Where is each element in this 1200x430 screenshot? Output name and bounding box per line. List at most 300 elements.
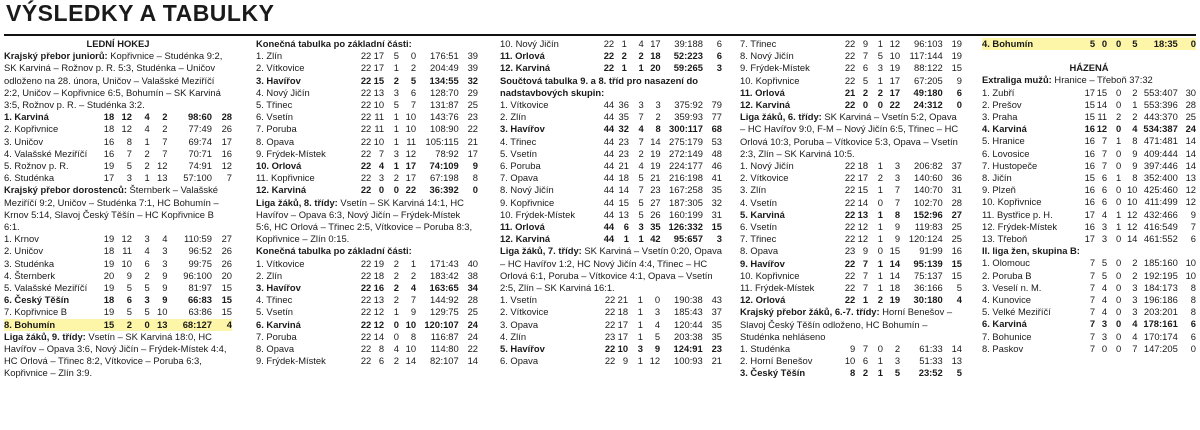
stat-cell: 3 (378, 172, 385, 184)
stat-cell: 5 (1121, 38, 1137, 50)
stat-cell: 22 (844, 221, 856, 233)
stat-cell: 110:59 (183, 233, 212, 245)
stat-cell: 12 (373, 306, 385, 318)
standings-table (982, 257, 1196, 355)
stat-cell: 0 (410, 50, 417, 62)
stat-cell: 14 (650, 135, 661, 147)
stat-cell: 5 (126, 282, 132, 294)
stat-cell: 22 (603, 62, 615, 74)
stat-cell: 117:144 (909, 50, 943, 62)
team-name: 1. Zubří (982, 86, 1015, 98)
stat-cell: 224:177 (669, 160, 703, 172)
team-name: 10. Nový Jičín (500, 38, 559, 49)
team-name: 7. Třinec (740, 38, 777, 49)
stat-cell: 471:481 (1143, 135, 1178, 147)
team-name: 2. Prešov (982, 98, 1022, 110)
stat-cell: 1 (638, 62, 644, 74)
stat-cell: 216:198 (669, 172, 703, 184)
stat-cell: 14 (373, 330, 385, 342)
stat-cell: 1 (877, 355, 883, 367)
table-row (256, 331, 478, 343)
stat-cell: 8 (1132, 135, 1138, 147)
team-name: 1. Olomouc (982, 257, 1030, 269)
stat-cell: 553:407 (1143, 86, 1178, 98)
team-name: 6. Studénka (4, 172, 55, 184)
stat-cell: 0 (393, 318, 399, 330)
stat-cell: 16 (1084, 123, 1096, 135)
stat-cell: 2 (410, 62, 417, 74)
stat-cell: 1 (623, 233, 629, 245)
stat-cell: 19 (889, 294, 901, 306)
team-name: 1. Karviná (4, 111, 49, 123)
competition-name: Součtová tabulka 9. a 8. tříd pro nasazení do nadstavbových skupin: (500, 74, 698, 98)
stat-cell: 22 (360, 160, 372, 172)
stat-cell: 15 (951, 257, 962, 269)
table-row (740, 99, 962, 111)
stat-cell: 0 (654, 294, 661, 306)
table-row (4, 294, 232, 306)
stat-cell: 24 (467, 330, 478, 342)
stat-cell: 144:92 (430, 294, 459, 306)
stat-cell: 6 (716, 38, 722, 49)
stat-cell: 0 (393, 184, 399, 196)
table-row (740, 209, 962, 221)
stat-cell: 2 (393, 294, 399, 306)
stat-cell: 19 (951, 38, 962, 49)
team-name: 11. Kopřivnice (256, 172, 315, 184)
stat-cell: 3 (1101, 220, 1108, 232)
team-name: 4. Bohumín (982, 38, 1079, 50)
stat-cell: 17 (221, 135, 232, 147)
table-row (740, 367, 962, 379)
table-row (500, 136, 722, 148)
stat-cell: 22 (844, 172, 856, 184)
column-1 (4, 38, 232, 380)
stat-cell: 134:55 (429, 74, 459, 86)
stat-cell: 96:103 (914, 38, 943, 49)
stat-cell: 1 (877, 38, 883, 49)
stat-cell: 22 (844, 38, 856, 49)
stat-cell: 272:149 (669, 147, 703, 159)
competition-name: Krajský přebor žáků, 6.-7. třídy: (740, 306, 880, 318)
stat-cell: 21 (617, 294, 629, 306)
stat-cell: 22 (604, 306, 616, 318)
team-name: 6. Český Těšín (4, 294, 70, 306)
stat-cell: 300:117 (669, 123, 703, 135)
stat-cell: 375:92 (674, 99, 703, 111)
stat-cell: 13 (373, 86, 385, 98)
table-row (740, 184, 962, 196)
table-row (500, 209, 722, 221)
table-row (740, 355, 962, 367)
stat-cell: 0 (877, 99, 883, 111)
section-heading: LEDNÍ HOKEJ (86, 38, 150, 49)
stat-cell: 17 (617, 330, 629, 342)
stat-cell: 9 (894, 221, 901, 233)
stat-cell: 39:188 (674, 38, 703, 49)
stat-cell: 4 (1101, 281, 1108, 293)
stat-cell: 75:137 (914, 269, 943, 281)
stat-cell: 35 (711, 184, 722, 196)
stat-cell: 2 (1132, 257, 1138, 269)
stat-cell: 26 (221, 257, 232, 269)
stat-cell: 32 (618, 123, 629, 135)
stat-cell: 1 (877, 282, 883, 294)
stat-cell: 17 (857, 172, 869, 184)
team-name: 4. Třinec (256, 294, 293, 306)
stat-cell: 39 (467, 62, 478, 74)
table-row (740, 160, 962, 172)
team-name: 6. Karviná (982, 318, 1027, 330)
stat-cell: 3 (638, 99, 644, 111)
stat-cell: 22 (360, 343, 372, 355)
stat-cell: 7 (1089, 342, 1096, 354)
stat-cell: 23:52 (918, 367, 943, 379)
stat-cell: 32 (467, 74, 478, 86)
stat-cell: 63:86 (188, 306, 212, 318)
stat-cell: 28 (221, 111, 232, 123)
stat-cell: 1 (621, 62, 627, 74)
table-row (4, 136, 232, 148)
stat-cell: 17 (1084, 208, 1096, 220)
stat-cell: 5 (862, 74, 869, 86)
table-row (740, 172, 962, 184)
stat-cell: 7 (894, 184, 901, 196)
stat-cell: 22 (360, 269, 372, 281)
match-results: Vsetín – SK Karviná 18:0, HC Havířov – Opava 3:6, Nový Jičín – Frýdek-Místek 4:4, HC Orlová – Třinec 8:2, Vítkovice – Poruba 6:3, Kopřivnice – Zlín 3:9. (4, 330, 227, 379)
stat-cell: 4 (393, 343, 399, 355)
table-row (4, 172, 232, 184)
stat-cell: 13 (618, 208, 629, 220)
stat-cell: 10 (405, 318, 417, 330)
table-row (982, 233, 1196, 245)
stat-cell: 30 (1185, 86, 1196, 98)
team-name: 6. Lovosice (982, 147, 1030, 159)
stat-cell: 21 (467, 135, 478, 147)
stat-cell: 4 (1101, 294, 1108, 306)
stat-cell: 52:223 (673, 50, 703, 62)
stat-cell: 13 (157, 172, 168, 184)
team-name: 6. Opava (500, 355, 539, 367)
stat-cell: 14 (618, 184, 629, 196)
stat-cell: 119:83 (914, 221, 943, 233)
stat-cell: 0 (1116, 342, 1122, 354)
stat-cell: 1 (637, 330, 643, 342)
stat-cell: 5 (638, 196, 644, 208)
stat-cell: 7 (1089, 318, 1096, 330)
stat-cell: 78:92 (435, 147, 459, 159)
stat-cell: 44 (603, 147, 615, 159)
team-name: 8. Bohumín (4, 319, 96, 331)
team-name: 11. Orlová (740, 86, 785, 98)
stat-cell: 352:400 (1143, 172, 1178, 184)
stat-cell: 22 (844, 269, 856, 281)
stat-cell: 4 (1101, 306, 1108, 318)
stat-cell: 1 (393, 160, 399, 172)
team-name: 9. Frýdek-Místek (740, 62, 810, 74)
stat-cell: 22 (360, 172, 372, 184)
stat-cell: 4 (410, 282, 417, 294)
stat-cell: 2 (393, 257, 399, 269)
table-row (982, 172, 1196, 184)
stat-cell: 152:96 (913, 208, 943, 220)
table-row (500, 38, 722, 50)
team-name: 8. Opava (256, 135, 295, 147)
team-name: 3. Havířov (500, 123, 545, 135)
team-name: 5. Velké Meziříčí (982, 306, 1051, 318)
table-row (740, 245, 962, 257)
stat-cell: 4 (1101, 208, 1108, 220)
team-name: 7. Poruba (256, 330, 297, 342)
stat-cell: 19 (103, 233, 115, 245)
stat-cell: 32 (711, 196, 722, 208)
stat-cell: 4 (638, 160, 644, 172)
table-row (982, 38, 1196, 50)
stat-cell: 0 (1107, 38, 1121, 50)
stat-cell: 22 (360, 355, 372, 367)
stat-cell: 1 (1116, 135, 1122, 147)
team-name: 9. Frýdek-Místek (256, 147, 326, 159)
stat-cell: 7 (862, 50, 869, 62)
team-name: 11. Bystřice p. H. (982, 208, 1053, 220)
team-name: 3. Opava (500, 318, 539, 330)
stat-cell: 275:179 (669, 135, 703, 147)
stat-cell: 23 (618, 147, 629, 159)
table-row (4, 319, 232, 331)
standings-table (256, 50, 478, 196)
stat-cell: 12 (1096, 123, 1108, 135)
stat-cell: 12 (121, 111, 132, 123)
team-name: 3. Uničov (4, 135, 44, 147)
stat-cell: 4 (144, 111, 150, 123)
stat-cell: 9 (472, 160, 478, 172)
stat-cell: 0 (1095, 38, 1107, 50)
table-row (740, 62, 962, 74)
stat-cell: 6 (623, 221, 629, 233)
table-row (256, 75, 478, 87)
stat-cell: 203:201 (1143, 306, 1178, 318)
stat-cell: 184:173 (1143, 281, 1178, 293)
stat-cell: 11 (374, 111, 385, 123)
stat-cell: 17 (103, 172, 115, 184)
standings-table (982, 87, 1196, 246)
stat-cell: 99:75 (188, 257, 212, 269)
team-name: 5. Vsetín (500, 147, 538, 159)
stat-cell: 12 (405, 147, 417, 159)
table-row (256, 306, 478, 318)
results-paragraph (256, 197, 478, 246)
stat-cell: 9 (622, 355, 629, 367)
stat-cell: 15 (221, 282, 232, 294)
stat-cell: 18 (650, 50, 661, 62)
stat-cell: 22 (844, 233, 856, 245)
stat-cell: 44 (603, 160, 615, 172)
stat-cell: 77 (711, 111, 722, 123)
team-name: 11. Orlová (500, 221, 545, 233)
stat-cell: 23 (650, 184, 661, 196)
stat-cell: 22 (844, 282, 856, 294)
stat-cell: 19 (103, 160, 115, 172)
team-name: 13. Třeboň (982, 233, 1028, 245)
stat-cell: 6 (144, 257, 150, 269)
team-name: 5. Hranice (982, 135, 1025, 147)
stat-cell: 0 (1116, 147, 1122, 159)
stat-cell: 12 (1126, 208, 1138, 220)
stat-cell: 7 (862, 343, 869, 355)
stat-cell: 44 (603, 99, 615, 111)
table-row (4, 148, 232, 160)
stat-cell: 1 (393, 135, 399, 147)
team-name: 1. Nový Jičín (740, 160, 794, 172)
stat-cell: 36 (618, 99, 629, 111)
team-name: 4. Šternberk (4, 269, 56, 281)
team-name: 2. Kopřivnice (4, 123, 59, 135)
standings-table (740, 160, 962, 306)
table-row (982, 282, 1196, 294)
match-results: Hranice – Třeboň 37:32 (1051, 74, 1153, 86)
stat-cell: 116:87 (430, 330, 459, 342)
stat-cell: 2 (638, 50, 644, 62)
stat-cell: 6 (862, 355, 869, 367)
stat-cell: 2 (1132, 86, 1138, 98)
stat-cell: 28 (1185, 98, 1196, 110)
stat-cell: 425:460 (1143, 184, 1178, 196)
stat-cell: 95:139 (913, 257, 943, 269)
stat-cell: 16 (1084, 147, 1096, 159)
stat-cell: 4 (1132, 330, 1138, 342)
stat-cell: 7 (638, 111, 644, 123)
stat-cell: 160:199 (669, 208, 703, 220)
stat-cell: 0 (132, 319, 150, 331)
team-name: 9. Frýdek-Místek (256, 355, 326, 367)
table-row (982, 160, 1196, 172)
stat-cell: 8 (410, 330, 417, 342)
stat-cell: 18 (617, 306, 629, 318)
stat-cell: 22 (360, 123, 372, 135)
stat-cell: 15 (711, 221, 722, 233)
stat-cell: 10 (405, 123, 417, 135)
stat-cell: 95:657 (673, 233, 703, 245)
stat-cell: 10 (889, 50, 901, 62)
stat-cell: 1 (877, 221, 883, 233)
stat-cell: 1 (877, 184, 883, 196)
table-row (256, 270, 478, 282)
standings-table (500, 38, 722, 75)
stat-cell: 43 (711, 294, 722, 306)
table-row (740, 270, 962, 282)
section-heading: HÁZENÁ (1069, 62, 1109, 74)
stat-cell: 397:446 (1143, 159, 1178, 171)
stat-cell: 187:305 (669, 196, 703, 208)
stat-cell: 359:93 (674, 111, 703, 123)
stat-cell: 24 (467, 318, 478, 330)
stat-cell: 9 (162, 294, 168, 306)
stat-cell: 19 (103, 306, 115, 318)
stat-cell: 1 (637, 318, 643, 330)
table-row (740, 294, 962, 306)
stat-cell: 18:35 (1137, 38, 1177, 50)
team-name: 5. Havířov (500, 343, 545, 355)
stat-cell: 14 (1126, 233, 1138, 245)
table-row (256, 111, 478, 123)
stat-cell: 7 (1089, 269, 1096, 281)
team-name: 1. Krnov (4, 233, 39, 245)
stat-cell: 27 (650, 196, 661, 208)
stat-cell: 44 (603, 123, 615, 135)
stat-cell: 6 (378, 355, 385, 367)
stat-cell: 4 (956, 294, 962, 306)
table-row (4, 123, 232, 135)
stat-cell: 21 (618, 160, 629, 172)
stat-cell: 9 (126, 269, 132, 281)
stat-cell: 15 (96, 319, 114, 331)
team-name: 2. Vítkovice (256, 62, 305, 74)
stat-cell: 7 (862, 257, 869, 269)
stat-cell: 91:99 (919, 245, 943, 257)
stat-cell: 15 (1084, 98, 1096, 110)
team-name: 8. Paskov (982, 342, 1024, 354)
table-row (982, 221, 1196, 233)
stat-cell: 35 (618, 111, 629, 123)
results-paragraph (982, 245, 1196, 257)
stat-cell: 17 (467, 147, 478, 159)
stat-cell: 42 (650, 233, 661, 245)
stat-cell: 16 (1084, 184, 1096, 196)
results-paragraph (4, 50, 232, 111)
stat-cell: 1 (877, 74, 883, 86)
stat-cell: 1 (877, 367, 883, 379)
stat-cell: 2 (410, 269, 417, 281)
table-row (740, 197, 962, 209)
stat-cell: 6 (1101, 184, 1108, 196)
stat-cell: 2 (393, 172, 399, 184)
stat-cell: 105:115 (425, 135, 459, 147)
table-row (256, 148, 478, 160)
stat-cell: 1 (144, 172, 150, 184)
stat-cell: 2 (393, 269, 399, 281)
team-name: 7. Poruba (256, 123, 297, 135)
stat-cell: 9 (410, 306, 417, 318)
stat-cell: 7 (1089, 257, 1096, 269)
stat-cell: 4 (1132, 123, 1138, 135)
stat-cell: 6 (1190, 330, 1196, 342)
stat-cell: 15 (221, 306, 232, 318)
page-title: VÝSLEDKY A TABULKY (6, 0, 275, 26)
stat-cell: 20 (103, 269, 115, 281)
stat-cell: 192:195 (1143, 269, 1178, 281)
stat-cell: 0 (1190, 342, 1196, 354)
stat-cell: 3 (716, 233, 722, 245)
table-row (982, 123, 1196, 135)
team-name: 1. Vítkovice (256, 257, 305, 269)
team-name: 5. Vsetín (256, 306, 294, 318)
stat-cell: 4 (638, 123, 644, 135)
stat-cell: 69:74 (188, 135, 212, 147)
stat-cell: 1 (144, 135, 150, 147)
team-name: 3. Havířov (256, 282, 301, 294)
stat-cell: 19 (103, 257, 115, 269)
team-name: 4. Nový Jičín (256, 86, 310, 98)
stat-cell: 8 (894, 208, 901, 220)
results-paragraph (740, 111, 962, 160)
table-row (500, 111, 722, 123)
competition-name: Liga žáků, 9. třídy: (4, 330, 86, 342)
stat-cell: 9 (654, 343, 661, 355)
stat-cell: 8 (655, 123, 661, 135)
stat-cell: 82:107 (430, 355, 459, 367)
stat-cell: 74:109 (429, 160, 459, 172)
stat-cell: 204:49 (430, 62, 459, 74)
